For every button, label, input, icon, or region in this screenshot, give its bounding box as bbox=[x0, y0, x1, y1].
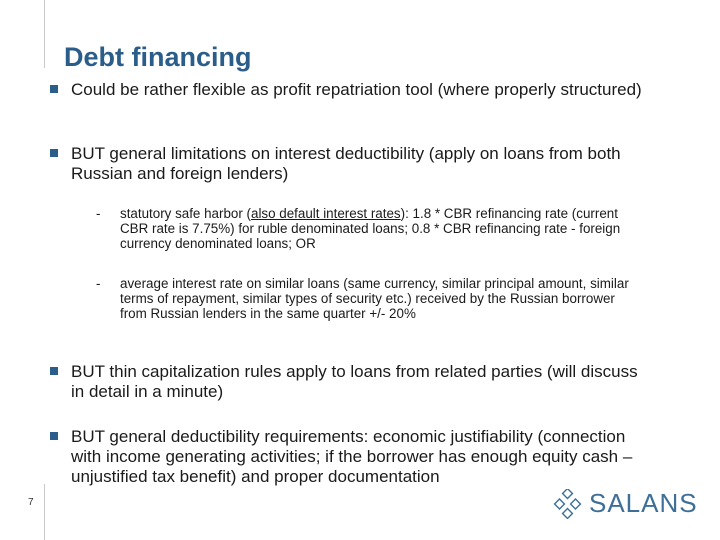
sub-item-text bbox=[120, 206, 644, 251]
square-bullet-icon bbox=[50, 367, 58, 375]
sub-item bbox=[96, 276, 644, 321]
sub-item-text-part: ): 1.8 * CBR refinancing rate (current CBR rate is 7.75%) for ruble denominated loans; 0.8 * CBR refinancing rate - foreign currency denominated loans; OR bbox=[120, 206, 621, 251]
bullet-text: BUT general limitations on interest deductibility (apply on loans from both Russian and foreign lenders) bbox=[71, 144, 621, 183]
bullet-item bbox=[50, 80, 650, 100]
page-number-frame bbox=[18, 484, 45, 540]
sub-item-text: average interest rate on similar loans (same currency, similar principal amount, similar terms of repayment, similar types of security etc.) received by the Russian borrower from Russian lenders in the same quarter +/- 20% bbox=[120, 276, 629, 321]
bullet-text: BUT general deductibility requirements: economic justifiability (connection with income generating activities; if the borrower has enough equity cash – unjustified tax benefit) and proper documentation bbox=[71, 427, 633, 486]
square-bullet-icon bbox=[50, 85, 58, 93]
bullet-item bbox=[50, 427, 660, 487]
sub-item bbox=[96, 206, 644, 251]
bullet-item bbox=[50, 362, 650, 402]
square-bullet-icon bbox=[50, 149, 58, 157]
page-number: 7 bbox=[28, 497, 34, 508]
bullet-text: Could be rather flexible as profit repatriation tool (where properly structured) bbox=[71, 80, 642, 99]
sub-item-text-part: statutory safe harbor ( bbox=[120, 206, 251, 221]
dash-marker: - bbox=[96, 206, 101, 221]
diamond-cluster-icon bbox=[553, 489, 583, 519]
header-divider-line bbox=[44, 0, 45, 68]
sub-item-underlined-text: also default interest rates bbox=[251, 206, 401, 221]
bullet-text: BUT thin capitalization rules apply to loans from related parties (will discuss in detail in a minute) bbox=[71, 362, 638, 401]
slide-title: Debt financing bbox=[64, 42, 252, 72]
square-bullet-icon bbox=[50, 432, 58, 440]
logo-text: SALANS bbox=[589, 488, 698, 518]
bullet-item bbox=[50, 144, 650, 184]
company-logo bbox=[553, 488, 698, 519]
dash-marker: - bbox=[96, 276, 101, 291]
